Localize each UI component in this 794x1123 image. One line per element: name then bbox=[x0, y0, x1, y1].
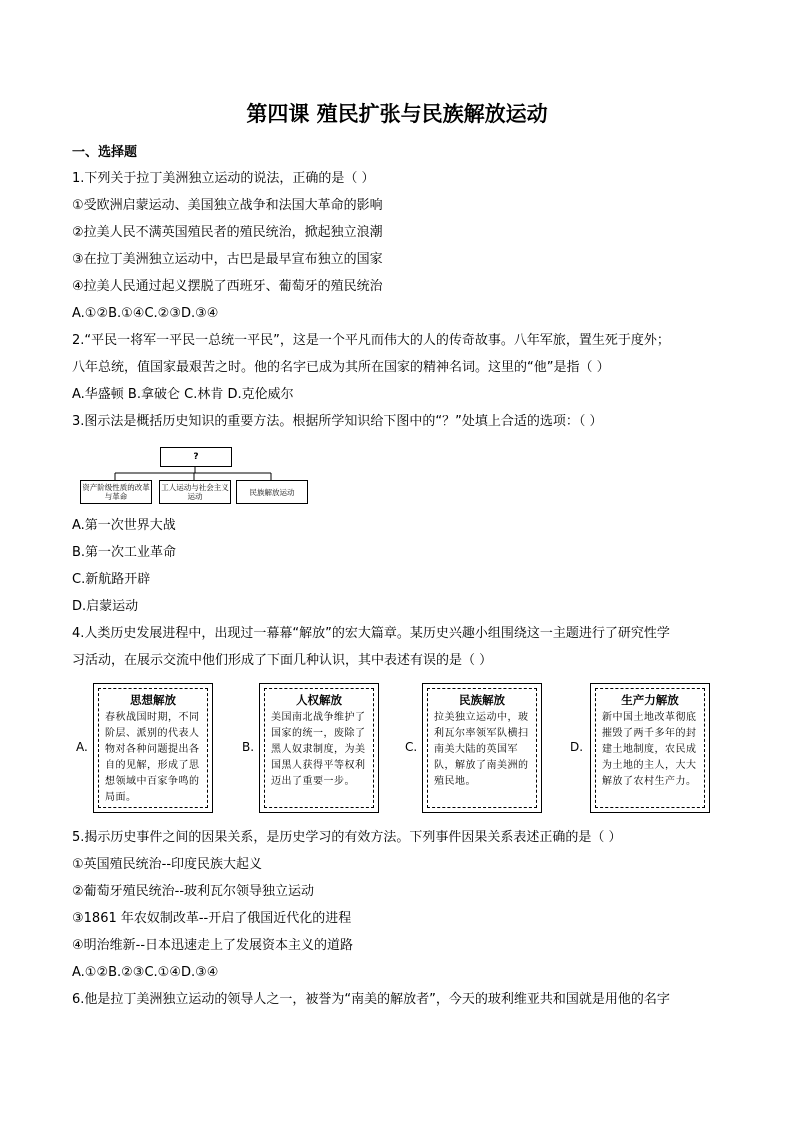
diagram-box-national: 民族解放运动 bbox=[236, 480, 308, 504]
card-body: 拉美独立运动中，玻利瓦尔率领军队横扫南美大陆的英国军队，解放了南美洲的殖民地。 bbox=[434, 712, 529, 787]
q5-item: ②葡萄牙殖民统治--玻利瓦尔领导独立运动 bbox=[72, 884, 315, 899]
q4-option-letter: A. bbox=[76, 740, 88, 754]
card-title: 民族解放 bbox=[459, 693, 505, 707]
q6-stem-line1: 6.他是拉丁美洲独立运动的领导人之一，被誉为“南美的解放者”，今天的玻利维亚共和国就是用他的名字 bbox=[72, 992, 670, 1007]
q4-card-c bbox=[422, 683, 542, 813]
q4-option-letter: C. bbox=[405, 740, 418, 754]
section-heading: 一、选择题 bbox=[72, 145, 138, 160]
q5-item: ①英国殖民统治--印度民族大起义 bbox=[72, 857, 263, 872]
card-title: 思想解放 bbox=[130, 693, 176, 707]
q1-item: ③在拉丁美洲独立运动中，古巴是最早宣布独立的国家 bbox=[72, 252, 383, 267]
q5-stem: 5.揭示历史事件之间的因果关系，是历史学习的有效方法。下列事件因果关系表述正确的是（ ） bbox=[72, 830, 622, 845]
q2-stem-line2: 八年总统，值国家最艰苦之时。他的名字已成为其所在国家的精神名词。这里的“他”是指（ ） bbox=[72, 360, 610, 375]
q3-option: D.启蒙运动 bbox=[72, 599, 139, 614]
q4-stem-line1: 4.人类历史发展进程中，出现过一幕幕“解放”的宏大篇章。某历史兴趣小组围绕这一主题进行了研究性学 bbox=[72, 626, 670, 641]
card-body: 新中国土地改革彻底摧毁了两千多年的封建土地制度，农民成为土地的主人，大大解放了农村生产力。 bbox=[602, 712, 697, 787]
q2-stem-line1: 2.“平民一将军一平民一总统一平民”，这是一个平凡而伟大的人的传奇故事。八年军旅，置生死于度外； bbox=[72, 333, 670, 348]
q1-stem: 1.下列关于拉丁美洲独立运动的说法，正确的是（ ） bbox=[72, 171, 375, 186]
card-body: 春秋战国时期，不同阶层、派别的代表人物对各种问题提出各自的见解，形成了思想领域中百家争鸣的局面。 bbox=[105, 712, 200, 803]
card-title: 生产力解放 bbox=[621, 693, 679, 707]
diagram-question-box: ? bbox=[160, 447, 232, 467]
q5-item: ③1861 年农奴制改革--开启了俄国近代化的进程 bbox=[72, 911, 352, 926]
q4-option-letter: D. bbox=[570, 740, 584, 754]
q3-option: C.新航路开辟 bbox=[72, 572, 151, 587]
q3-option: A.第一次世界大战 bbox=[72, 518, 176, 533]
q5-options: A.①②B.②③C.①④D.③④ bbox=[72, 965, 219, 980]
q1-item: ②拉美人民不满英国殖民者的殖民统治，掀起独立浪潮 bbox=[72, 225, 383, 240]
q4-option-letter: B. bbox=[242, 740, 255, 754]
q4-card-a bbox=[93, 683, 213, 813]
q4-card-d bbox=[590, 683, 710, 813]
diagram-box-workers: 工人运动与社会主义运动 bbox=[159, 480, 231, 504]
q3-option: B.第一次工业革命 bbox=[72, 545, 177, 560]
q3-diagram bbox=[80, 447, 308, 507]
card-title: 人权解放 bbox=[296, 693, 342, 707]
q4-stem-line2: 习活动，在展示交流中他们形成了下面几种认识，其中表述有误的是（ ） bbox=[72, 653, 493, 668]
card-body: 美国南北战争维护了国家的统一，废除了黑人奴隶制度，为美国黑人获得平等权利迈出了重要一步。 bbox=[271, 712, 366, 787]
q2-options: A.华盛顿 B.拿破仑 C.林肯 D.克伦威尔 bbox=[72, 387, 294, 402]
q1-options: A.①②B.①④C.②③D.③④ bbox=[72, 306, 219, 321]
q4-card-b bbox=[259, 683, 379, 813]
q5-item: ④明治维新--日本迅速走上了发展资本主义的道路 bbox=[72, 938, 354, 953]
diagram-box-reform: 资产阶级性质的改革与革命 bbox=[80, 480, 152, 504]
q3-stem: 3.图示法是概括历史知识的重要方法。根据所学知识给下图中的“？”处填上合适的选项：（ ） bbox=[72, 414, 603, 429]
q1-item: ①受欧洲启蒙运动、美国独立战争和法国大革命的影响 bbox=[72, 198, 383, 213]
q1-item: ④拉美人民通过起义摆脱了西班牙、葡萄牙的殖民统治 bbox=[72, 279, 383, 294]
page-title: 第四课 殖民扩张与民族解放运动 bbox=[246, 101, 548, 126]
